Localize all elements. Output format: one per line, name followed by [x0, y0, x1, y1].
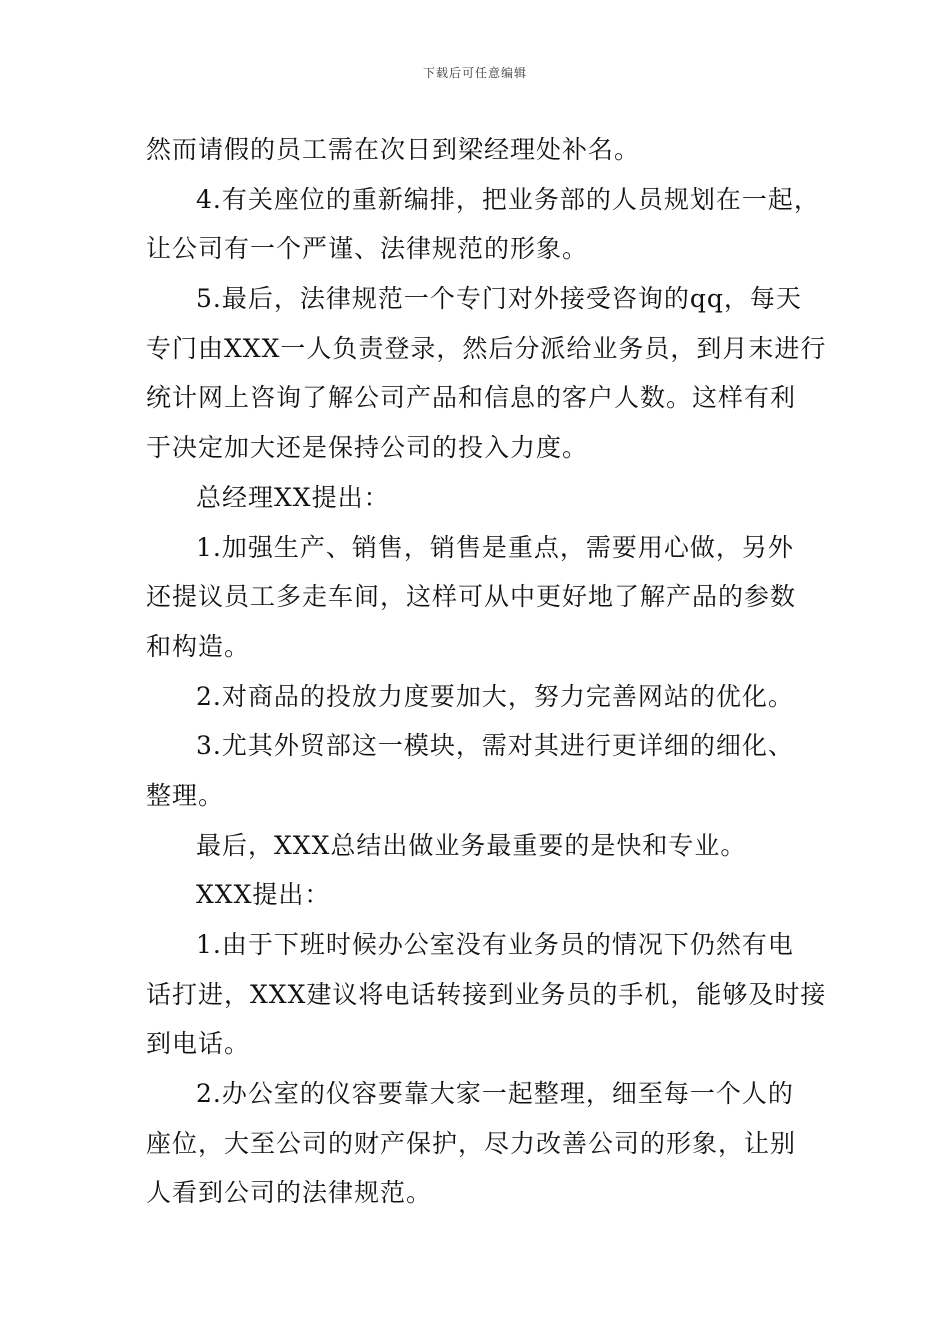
- text-line: 1.由于下班时候办公室没有业务员的情况下仍然有电: [196, 930, 794, 959]
- text-line: 1.加强生产、销售，销售是重点，需要用心做，另外: [196, 532, 794, 562]
- text-line: 5.最后，法律规范一个专门对外接受咨询的qq，每天: [196, 284, 802, 314]
- text-line: 3.尤其外贸部这一模块，需对其进行更详细的细化、: [196, 731, 794, 761]
- text-line: 整理。: [146, 780, 225, 810]
- text-line: XXX提出：: [196, 880, 331, 910]
- text-line: 4.有关座位的重新编排，把业务部的人员规划在一起，: [196, 184, 820, 214]
- document-body: [146, 125, 826, 1218]
- text-line: 2.对商品的投放力度要加大，努力完善网站的优化。: [196, 681, 794, 711]
- text-line: 于决定加大还是保持公司的投入力度。: [146, 433, 589, 463]
- text-line: 人看到公司的法律规范。: [146, 1178, 433, 1208]
- text-line: 让公司有一个严谨、法律规范的形象。: [146, 234, 589, 264]
- text-line: 最后，XXX总结出做业务最重要的是快和专业。: [196, 830, 747, 860]
- text-line: 2.办公室的仪容要靠大家一起整理，细至每一个人的: [196, 1079, 794, 1109]
- text-line: 然而请假的员工需在次日到梁经理处补名。: [146, 135, 641, 164]
- page-header: 下载后可任意编辑: [422, 66, 527, 80]
- text-line: 座位，大至公司的财产保护，尽力改善公司的形象，让别: [146, 1128, 797, 1158]
- text-line: 总经理XX提出：: [196, 482, 390, 512]
- text-line: 还提议员工多走车间，这样可从中更好地了解产品的参数: [146, 582, 797, 612]
- text-line: 专门由XXX一人负责登录，然后分派给业务员，到月末进行: [146, 333, 827, 363]
- text-line: 话打进，XXX建议将电话转接到业务员的手机，能够及时接: [146, 979, 827, 1009]
- text-line: 和构造。: [146, 631, 251, 661]
- text-line: 到电话。: [146, 1029, 251, 1059]
- text-line: 统计网上咨询了解公司产品和信息的客户人数。这样有利: [146, 383, 797, 413]
